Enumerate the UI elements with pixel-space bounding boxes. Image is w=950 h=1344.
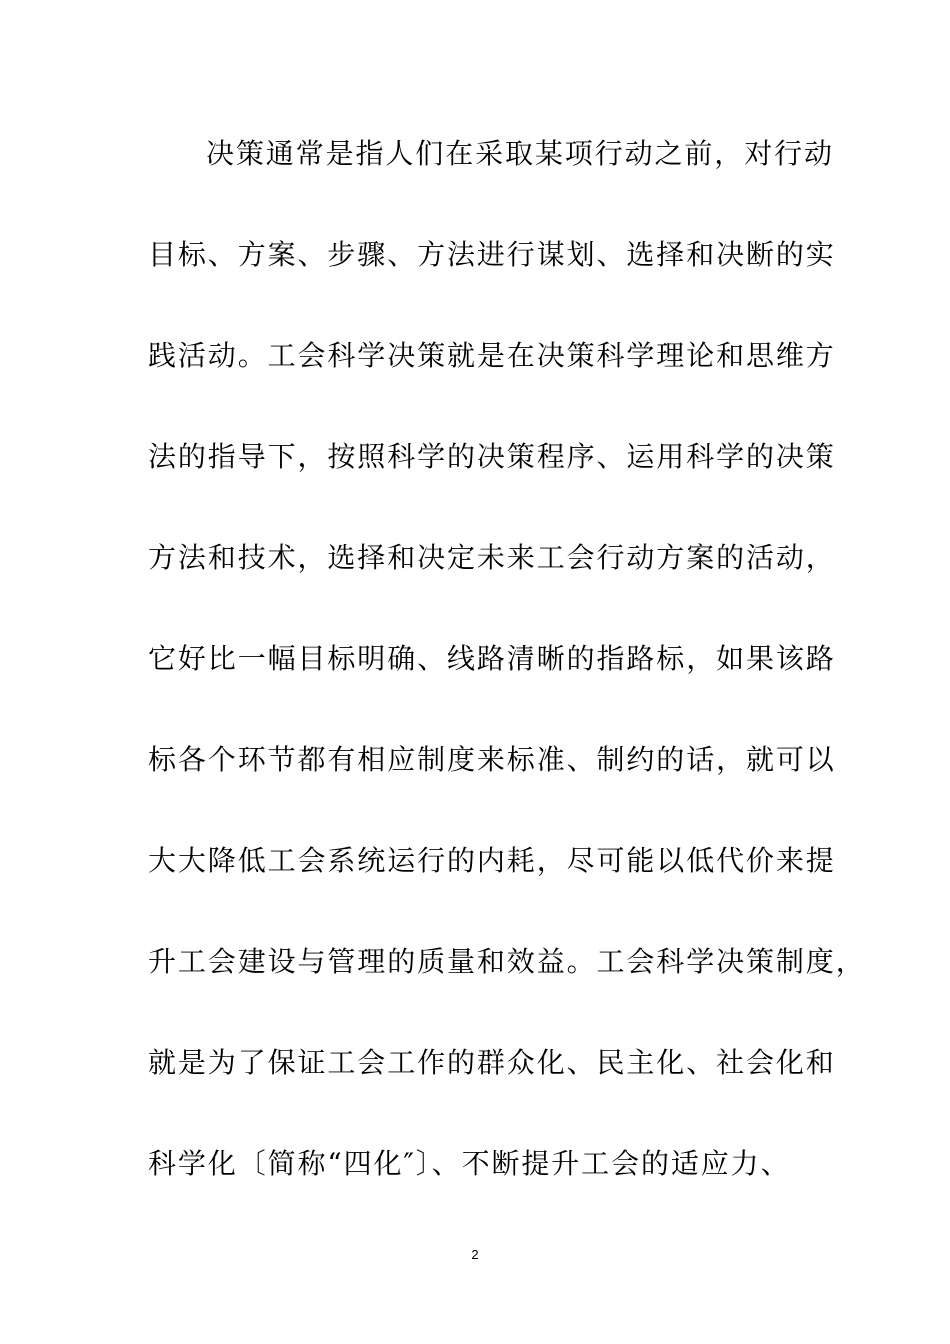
- text-line: 升工会建设与管理的质量和效益。工会科学决策制度，: [148, 945, 866, 978]
- text-line: 决策通常是指人们在采取某项行动之前，对行动: [206, 137, 834, 170]
- text-line: 法的指导下，按照科学的决策程序、运用科学的决策: [148, 440, 836, 473]
- text-line: 就是为了保证工会工作的群众化、民主化、社会化和: [148, 1046, 836, 1079]
- body-paragraph: [148, 124, 866, 1235]
- text-line: 科学化〔简称“四化″〕、不断提升工会的适应力、: [148, 1147, 791, 1180]
- text-line: 践活动。工会科学决策就是在决策科学理论和思维方: [148, 339, 836, 372]
- text-line: 大大降低工会系统运行的内耗，尽可能以低代价来提: [148, 844, 836, 877]
- text-line: 标各个环节都有相应制度来标准、制约的话，就可以: [148, 743, 836, 776]
- text-line: 方法和技术，选择和决定未来工会行动方案的活动，: [148, 541, 836, 574]
- text-line: 它好比一幅目标明确、线路清晰的指路标，如果该路: [148, 642, 836, 675]
- page-number: 2: [471, 1247, 479, 1262]
- text-line: 目标、方案、步骤、方法进行谋划、选择和决断的实: [148, 238, 836, 271]
